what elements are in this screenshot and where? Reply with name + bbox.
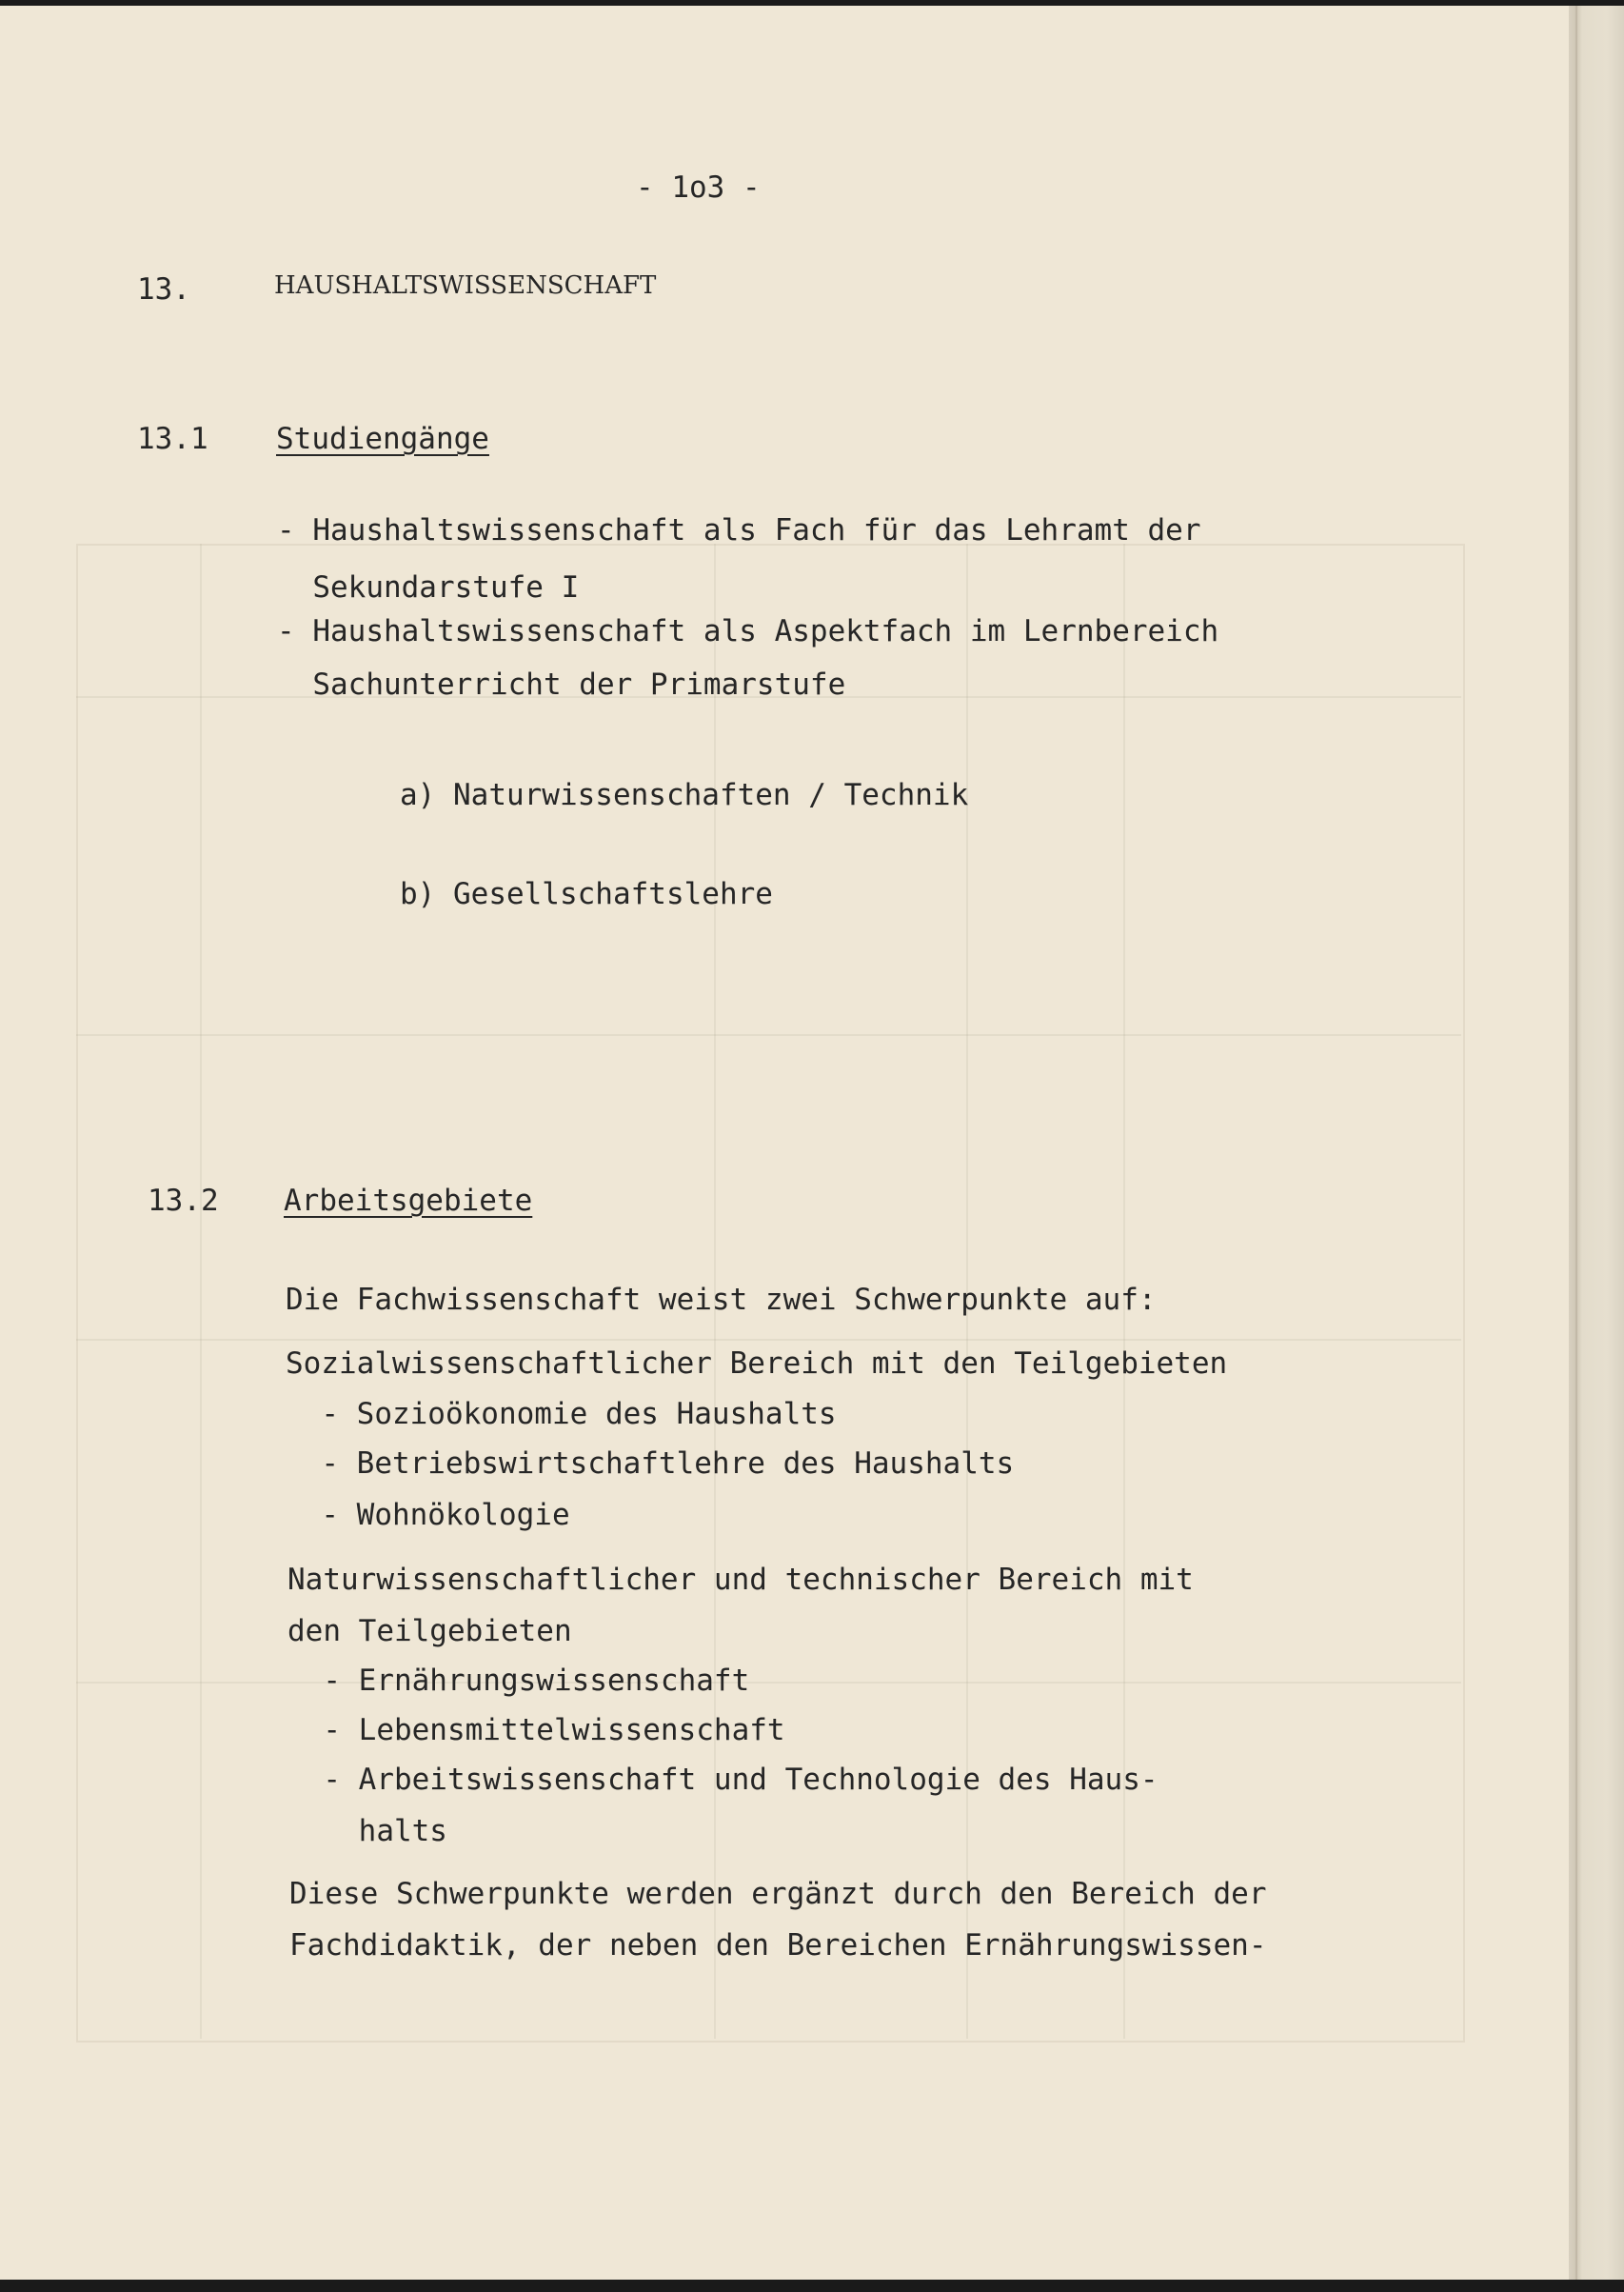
- section-title: HAUSHALTSWISSENSCHAFT: [274, 271, 657, 300]
- option-item: b) Gesellschaftslehre: [400, 877, 773, 911]
- option-item: a) Naturwissenschaften / Technik: [400, 778, 969, 812]
- bleed-through-line: [76, 1339, 1461, 1341]
- text-line: - Ernährungswissenschaft: [287, 1664, 750, 1698]
- section-number: 13.: [137, 272, 190, 307]
- page-number: - 1o3 -: [636, 170, 761, 205]
- text-line: Die Fachwissenschaft weist zwei Schwerpunkte auf:: [286, 1283, 1157, 1317]
- text-line: - Sozioökonomie des Haushalts: [286, 1397, 837, 1431]
- text-line: - Haushaltswissenschaft als Aspektfach im Lernbereich: [277, 614, 1219, 648]
- page-edge-line: [1575, 6, 1577, 2280]
- text-line: - Haushaltswissenschaft als Fach für das Lehramt der: [277, 513, 1201, 548]
- text-line: Sekundarstufe I: [277, 570, 580, 605]
- subsection-number: 13.1: [137, 422, 208, 456]
- text-line: Sachunterricht der Primarstufe: [277, 668, 846, 702]
- text-line: Diese Schwerpunkte werden ergänzt durch den Bereich der: [289, 1877, 1267, 1911]
- bleed-through-line: [200, 544, 202, 2039]
- subsection-number: 13.2: [148, 1184, 219, 1218]
- document-page: [0, 6, 1569, 2280]
- text-line: - Lebensmittelwissenschaft: [287, 1713, 785, 1747]
- bleed-through-line: [76, 1682, 1461, 1684]
- subsection-title: Studiengänge: [276, 422, 489, 456]
- text-line: - Arbeitswissenschaft und Technologie des Haus-: [287, 1763, 1159, 1797]
- bleed-through-line: [76, 1034, 1461, 1036]
- text-line: halts: [287, 1814, 447, 1848]
- text-line: - Wohnökologie: [286, 1498, 570, 1532]
- text-line: - Betriebswirtschaftlehre des Haushalts: [286, 1446, 1015, 1481]
- text-line: den Teilgebieten: [287, 1614, 572, 1648]
- text-line: Sozialwissenschaftlicher Bereich mit den Teilgebieten: [286, 1346, 1228, 1381]
- text-line: Naturwissenschaftlicher und technischer Bereich mit: [287, 1563, 1194, 1597]
- subsection-title: Arbeitsgebiete: [284, 1184, 533, 1218]
- text-line: Fachdidaktik, der neben den Bereichen Ernährungswissen-: [289, 1928, 1267, 1963]
